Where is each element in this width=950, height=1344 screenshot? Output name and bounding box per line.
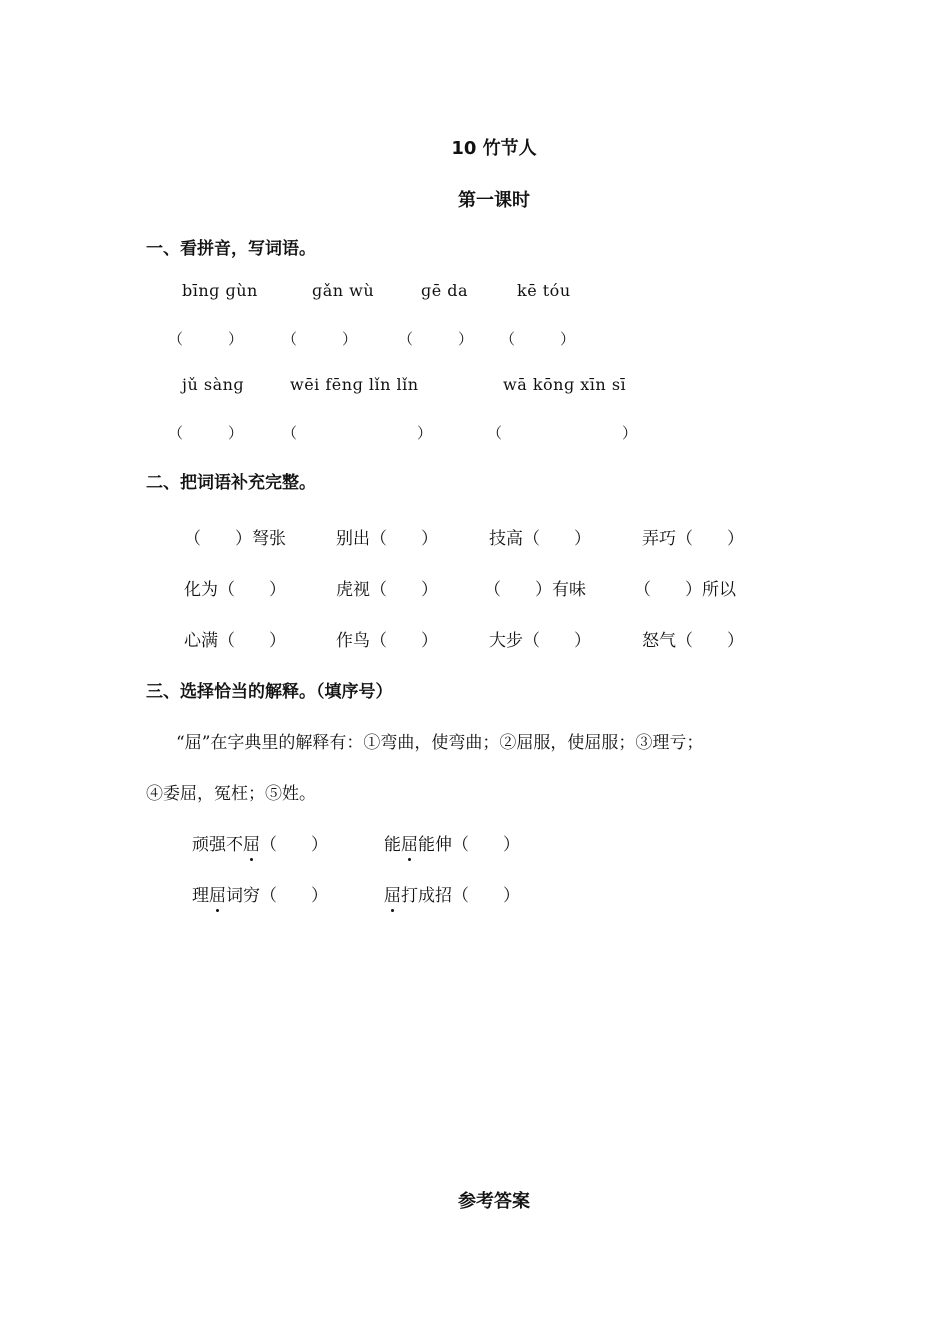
idiom-item[interactable]: （ ）弩张 [184,529,286,549]
idiom-item[interactable]: 心满（ ） [184,631,286,651]
lesson-title: 10 竹节人 [451,138,537,159]
choice-suffix: 能伸（ ） [418,835,520,855]
choice-prefix: 顽强不 [192,835,243,855]
choice-item[interactable] [384,881,520,906]
definition-text-line1: “屈”在字典里的解释有：①弯曲，使弯曲；②屈服，使屈服；③理亏； [176,733,704,753]
pinyin-item: wā kōnɡ xīn sī [503,375,627,394]
pinyin-item: wēi fēnɡ lǐn lǐn [290,375,419,394]
idiom-item[interactable]: 怒气（ ） [642,631,744,651]
answer-blank[interactable]: （ ） [282,424,433,442]
pinyin-item: ɡē da [421,281,469,300]
emphasized-character: 屈 [243,835,260,855]
idiom-item[interactable]: 虎视（ ） [336,580,438,600]
idiom-item[interactable]: （ ）有味 [484,580,586,600]
answer-title: 参考答案 [458,1191,530,1212]
choice-prefix: 能 [384,835,401,855]
answer-blank[interactable]: （ ） [282,330,358,348]
choice-item[interactable] [192,881,328,906]
pinyin-item: jǔ sànɡ [182,375,245,394]
section3-heading: 三、选择恰当的解释。（填序号） [146,682,393,702]
answer-blank[interactable]: （ ） [398,330,474,348]
period-title: 第一课时 [458,190,530,211]
section1-heading: 一、看拼音，写词语。 [146,239,316,259]
answer-blank[interactable]: （ ） [500,330,576,348]
section2-heading: 二、把词语补充完整。 [146,473,316,493]
answer-blank[interactable]: （ ） [168,330,244,348]
pinyin-item: ɡǎn wù [312,281,375,300]
idiom-item[interactable]: 别出（ ） [336,529,438,549]
choice-suffix: 词穷（ ） [226,886,328,906]
emphasized-character: 屈 [209,886,226,906]
idiom-item[interactable]: 作鸟（ ） [336,631,438,651]
choice-suffix: 打成招（ ） [401,886,520,906]
choice-prefix: 理 [192,886,209,906]
answer-blank[interactable]: （ ） [487,424,638,442]
answer-blank[interactable]: （ ） [168,424,244,442]
idiom-item[interactable]: 大步（ ） [489,631,591,651]
idiom-item[interactable]: 化为（ ） [184,580,286,600]
pinyin-item: bīnɡ ɡùn [182,281,258,300]
emphasized-character: 屈 [384,886,401,906]
idiom-item[interactable]: 弄巧（ ） [642,529,744,549]
emphasized-character: 屈 [401,835,418,855]
choice-suffix: （ ） [260,835,328,855]
choice-item[interactable] [384,830,520,855]
choice-item[interactable] [192,830,328,855]
idiom-item[interactable]: （ ）所以 [634,580,736,600]
idiom-item[interactable]: 技高（ ） [489,529,591,549]
definition-text-line2: ④委屈，冤枉；⑤姓。 [146,784,316,804]
pinyin-item: kē tóu [517,281,571,300]
